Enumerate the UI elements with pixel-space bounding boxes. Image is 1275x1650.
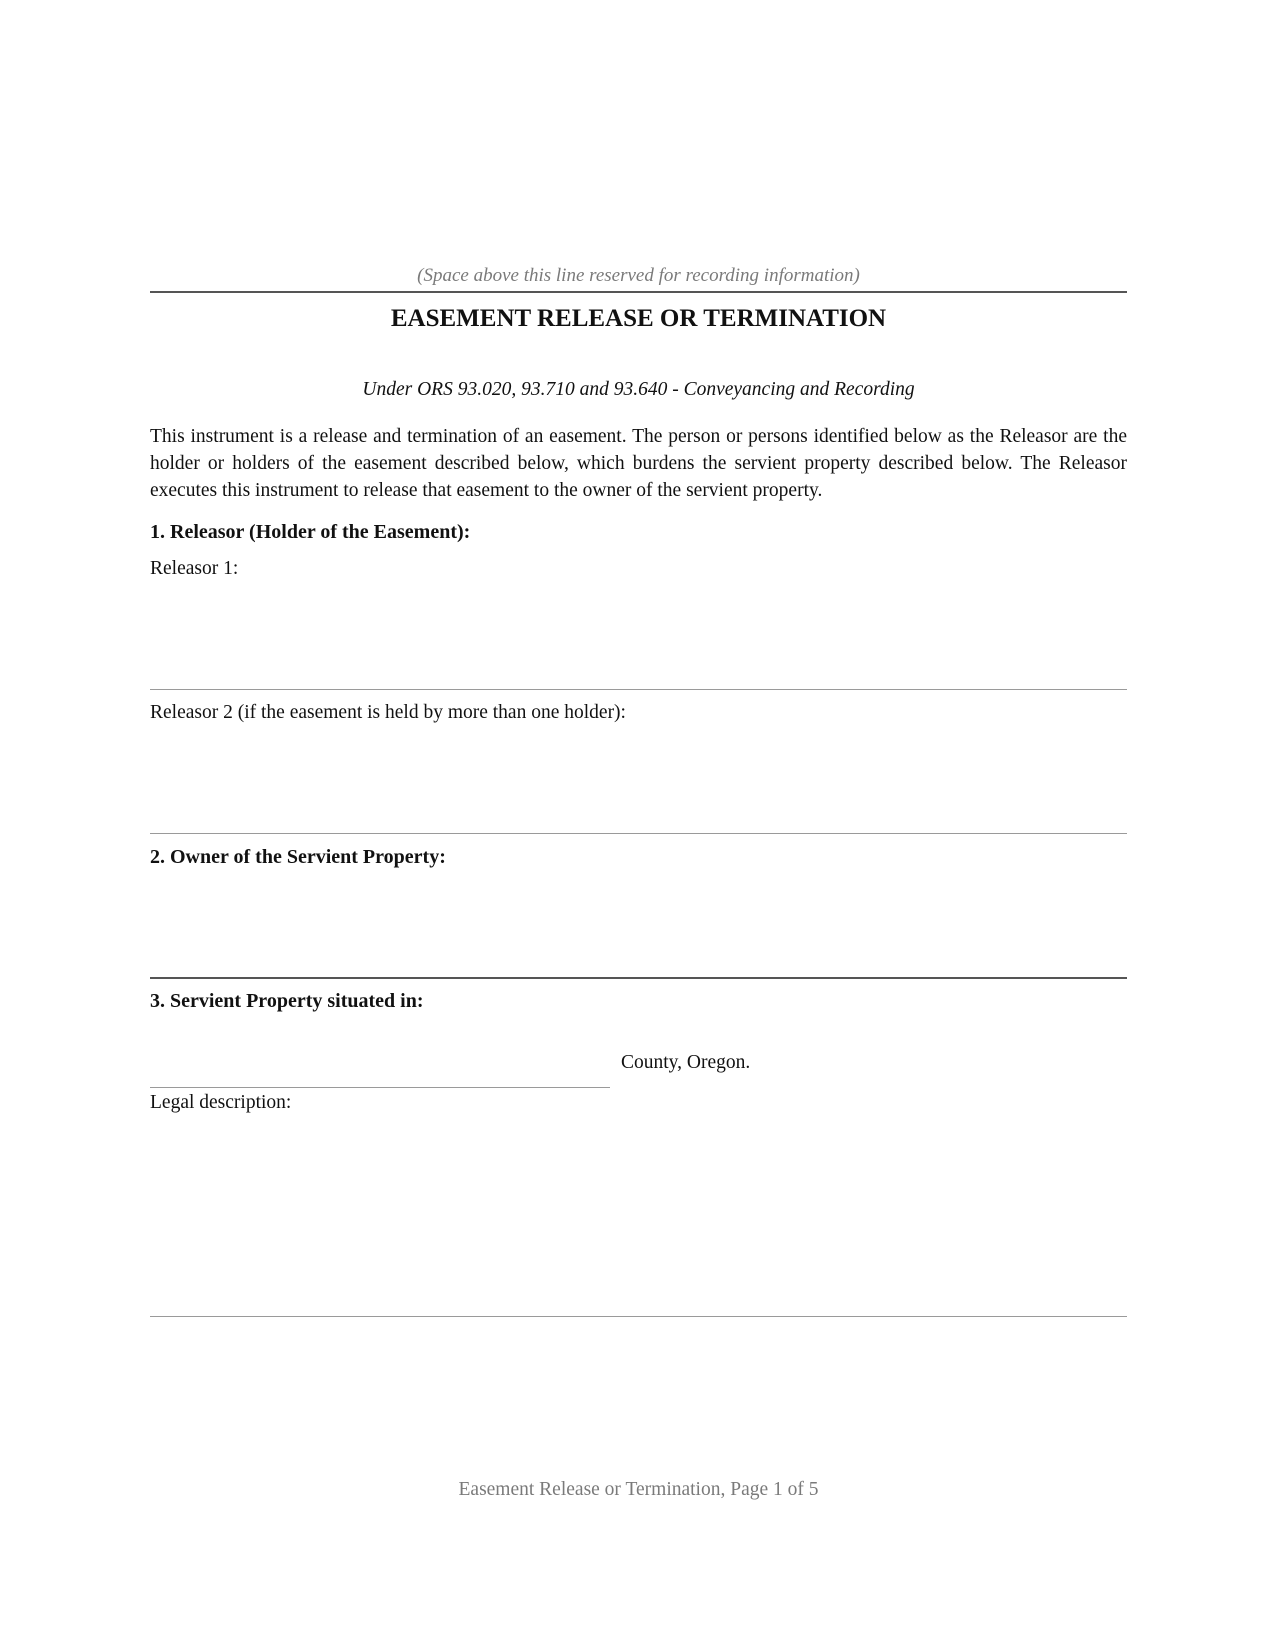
section-2-heading: 2. Owner of the Servient Property:: [150, 846, 446, 868]
county-suffix: County, Oregon.: [621, 1052, 751, 1073]
document-subtitle: Under ORS 93.020, 93.710 and 93.640 - Conveyancing and Recording: [362, 379, 915, 400]
servient-owner-line: [150, 977, 1127, 979]
recording-space-note: (Space above this line reserved for recording information): [417, 265, 860, 286]
section-1-heading: 1. Releasor (Holder of the Easement):: [150, 521, 471, 543]
document-title: EASEMENT RELEASE OR TERMINATION: [390, 305, 887, 332]
releasor-1-label: Releasor 1:: [150, 558, 239, 579]
county-field[interactable]: [150, 1042, 610, 1088]
recording-divider: [150, 291, 1127, 293]
servient-owner-field[interactable]: [150, 873, 1127, 973]
intro-paragraph: This instrument is a release and termination of an easement. The person or persons identified below as the Releasor are the holder or holders of the easement described below, which burdens the servient property described below. The Releasor executes this instrument to release that easement to the owner of the servient property.: [150, 426, 1127, 501]
releasor-2-label: Releasor 2 (if the easement is held by more than one holder):: [150, 702, 626, 723]
legal-description-label: Legal description:: [150, 1092, 292, 1113]
releasor-2-field[interactable]: [150, 729, 1127, 829]
legal-description-field[interactable]: [150, 1119, 1127, 1314]
releasor-2-line: [150, 833, 1127, 834]
legal-description-line: [150, 1316, 1127, 1317]
releasor-1-field[interactable]: [150, 585, 1127, 685]
page-footer: Easement Release or Termination, Page 1 of 5: [458, 1479, 819, 1500]
releasor-1-line: [150, 689, 1127, 690]
section-3-heading: 3. Servient Property situated in:: [150, 990, 424, 1012]
